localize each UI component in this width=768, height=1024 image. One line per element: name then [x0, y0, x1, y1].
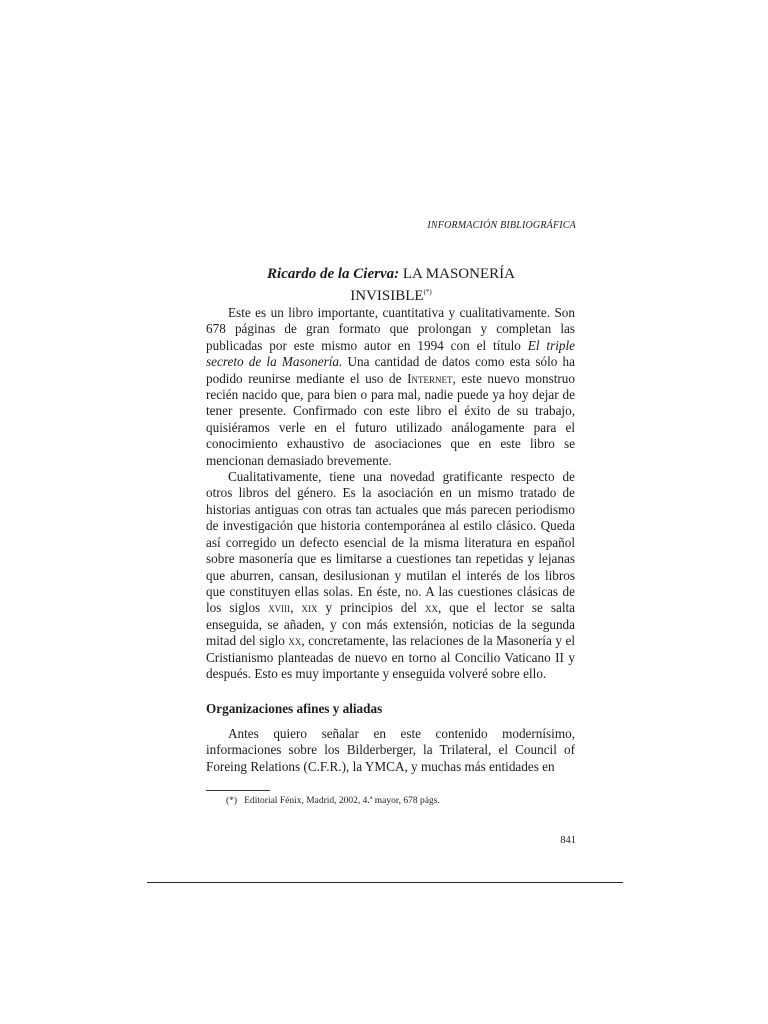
article-title-line1: LA MASONERÍA — [402, 266, 515, 282]
running-header: INFORMACIÓN BIBLIOGRÁFICA — [427, 220, 576, 231]
paragraph-1-text-a: Este es un libro importante, cuantitativa y cualitativamente. Son 678 páginas de gran formato que prolongan y completan las publicadas por este mismo autor en 1994 con el título — [206, 305, 575, 353]
century-19: xix — [301, 600, 318, 616]
paragraph-2-text-b: y principios del — [317, 600, 425, 616]
paragraph-1 — [206, 305, 575, 469]
footnote — [226, 796, 440, 806]
internet-term: Internet — [407, 370, 453, 386]
paragraph-1-text-c: , este nuevo monstruo recién nacido que, para bien o para mal, nadie puede ya hoy dejar de tener presente. Confirmado con este libro el éxito de su trabajo, quisiéramos verle en el futuro utilizado análogamente para el conocimiento exhaustivo de asociaciones que en este libro se mencionan demasiado brevemente. — [206, 370, 575, 468]
footnote-divider — [206, 790, 270, 791]
century-20-second: xx — [288, 633, 302, 649]
paragraph-2-text-a: Cualitativamente, tiene una novedad gratificante respecto de otros libros del género. Es la asociación en un mismo tratado de historias antiguas con otras tan actuales que más parecen periodismo de investigación que historia contemporánea al estilo clásico. Queda así corregido un defecto esencial de la misma literatura en español sobre masonería que es limitarse a cuestiones tan repetidas y lejanas que aburren, cansan, desilusionan y mutilan el interés de los libros que constituyen ellas solas. En éste, no. A las cuestiones clásicas de los siglos — [206, 469, 575, 616]
footnote-mark: (*) — [226, 796, 238, 806]
paragraph-2-separator: , — [290, 600, 302, 616]
section-body — [206, 726, 575, 775]
paragraph-2-text-d: , concretamente, las relaciones de la Masonería y el Cristianismo planteadas de nuevo en torno al Concilio Vaticano II y después. Esto es muy importante y enseguida volveré sobre ello. — [206, 633, 575, 681]
title-footnote-mark: (*) — [423, 288, 432, 296]
paragraph-2-text-c: , que el lector se salta enseguida, se añaden, y con más extensión, noticias de la segunda mitad del siglo — [206, 600, 576, 649]
section-heading: Organizaciones afines y aliadas — [206, 701, 383, 716]
footnote-text: Editorial Fénix, Madrid, 2002, 4.ª mayor, 678 págs. — [244, 796, 440, 806]
article-body — [206, 305, 575, 682]
century-18: xviii — [268, 600, 291, 616]
paragraph-2 — [206, 469, 575, 682]
paragraph-3: Antes quiero señalar en este contenido modernísimo, informaciones sobre los Bilderberger, la Trilateral, el Council of Foreing Relations (C.F.R.), la YMCA, y muchas más entidades en — [206, 726, 575, 774]
article-title — [206, 265, 576, 305]
article-title-line2: INVISIBLE — [350, 288, 424, 304]
page-number: 841 — [560, 835, 576, 846]
article-author: Ricardo de la Cierva: — [267, 266, 400, 282]
paragraph-1-text-b: Una cantidad de datos como esta sólo ha podido reunirse mediante el uso de — [206, 354, 575, 386]
book-title-reference: El triple secreto de la Masonería. — [206, 337, 575, 370]
century-20: xx — [424, 600, 438, 616]
bottom-rule — [147, 882, 623, 883]
